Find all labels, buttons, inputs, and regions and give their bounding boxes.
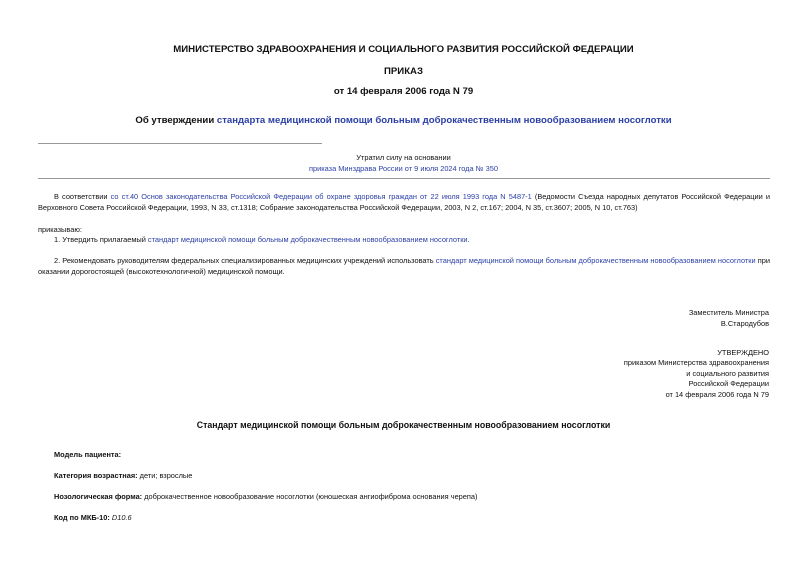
patient-model-label: Модель пациента: [54,450,122,459]
approval-line-3: Российской Федерации [688,379,769,388]
divider-long [38,178,770,179]
item-1-tail: . [467,235,470,244]
ministry-heading: МИНИСТЕРСТВО ЗДРАВООХРАНЕНИЯ И СОЦИАЛЬНОГО РАЗВИТИЯ РОССИЙСКОЙ ФЕДЕРАЦИИ [173,44,634,55]
patient-model-field [54,449,121,460]
signature-name: В.Стародубов [720,319,769,328]
signature-position: Заместитель Министра [688,308,769,317]
icd-code-field [54,512,132,523]
document-title-link[interactable]: стандарта медицинской помощи больным доброкачественным новообразованием носоглотки [216,115,672,126]
order-date-number: от 14 февраля 2006 года N 79 [333,86,474,97]
icd-code-label: Код по МКБ-10: [54,513,110,522]
nosology-label: Нозологическая форма: [54,492,143,501]
approval-line-4: от 14 февраля 2006 года N 79 [665,390,769,399]
document-title [0,115,807,126]
preamble-paragraph [38,191,770,213]
age-category-value: дети; взрослые [137,471,193,480]
age-category-label: Категория возрастная: [54,471,138,480]
item-1-lead: 1. Утвердить прилагаемый [54,235,148,244]
item-2-lead: 2. Рекомендовать руководителям федеральных специализированных медицинских учреждений использовать [54,256,436,265]
document-title-prefix: Об утверждении [135,115,217,126]
standard-title: Стандарт медицинской помощи больным доброкачественным новообразованием носоглотки [196,420,611,430]
item-2-paragraph [38,255,770,277]
preamble-rest: (Ведомости Съезда народных депутатов Российской Федерации и Верховного Совета Российской Федерации, 1993, N 33, ст.1318; Собрание законодательства Российской Федерации, 2003, N 2, ст.167; 2004, N 35, ст.3607; 2005, N 10, ст.763) [38,192,771,212]
item-2-standard-link[interactable]: стандарт медицинской помощи больным доброкачественным новообразованием носоглотки [435,256,756,265]
item-2-tail: при оказании дорогостоящей (высокотехнологичной) медицинской помощи. [38,256,770,276]
approval-line-1: приказом Министерства здравоохранения [623,358,769,367]
status-note: Утратил силу на основании [356,153,451,162]
nosology-value: доброкачественное новообразование носоглотки (юношеская ангиофиброма основания черепа) [142,492,478,501]
order-word: приказываю: [38,225,82,234]
repeal-order-link[interactable]: приказа Минздрава России от 9 июля 2024 года № 350 [309,164,498,173]
preamble-lead: В соответствии [54,192,111,201]
approval-line-2: и социального развития [686,369,769,378]
icd-code-value: D10.6 [109,513,132,522]
status-link-line [0,164,807,173]
item-1-paragraph [38,234,770,245]
item-1-standard-link[interactable]: стандарт медицинской помощи больным доброкачественным новообразованием носоглотки [147,235,468,244]
order-type-heading: ПРИКАЗ [384,66,423,77]
nosology-field [54,491,477,502]
approval-word: УТВЕРЖДЕНО [717,348,769,357]
age-category-field [54,470,192,481]
law-article-link[interactable]: со ст.40 Основ законодательства Российской Федерации об охране здоровья граждан от 22 июля 1993 года N 5487-1 [110,192,532,201]
divider-short [38,143,322,144]
